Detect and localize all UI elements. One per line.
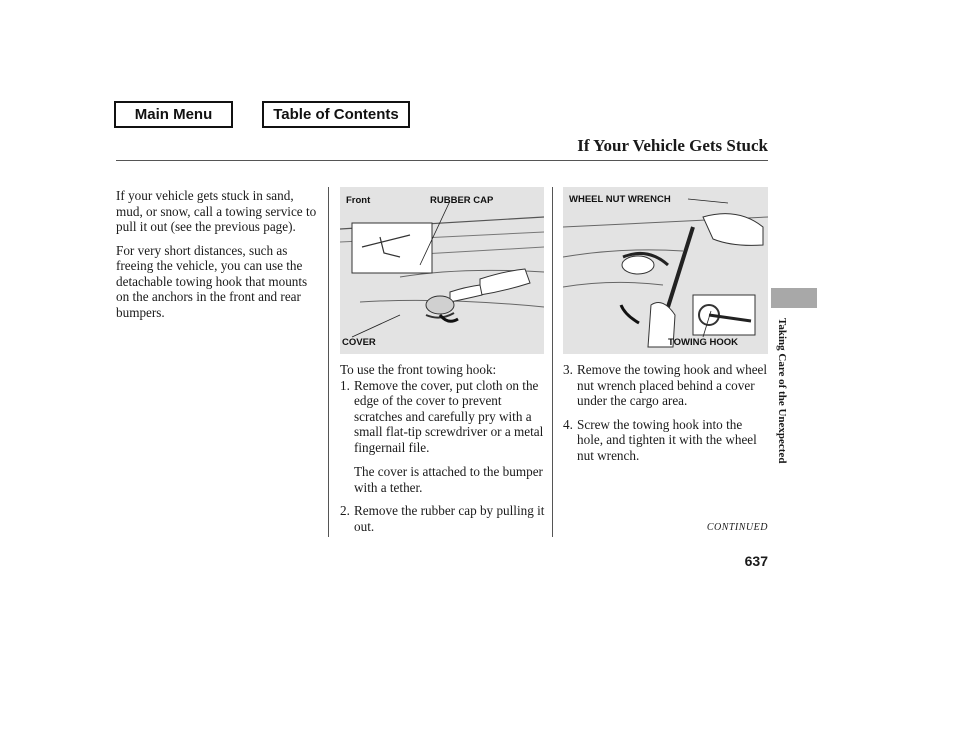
continued-label: CONTINUED — [706, 522, 768, 533]
intro-paragraph: If your vehicle gets stuck in sand, mud, or snow, call a towing service to pull it out (see the previous page). — [116, 188, 317, 234]
bumper-drawing — [340, 187, 544, 354]
front-hook-illustration — [340, 187, 544, 354]
step-1-text: Remove the cover, put cloth on the edge of the cover to prevent scratches and carefully pry with a small flat-tip screwdriver or a metal fingernail file. — [354, 377, 544, 455]
page-title: If Your Vehicle Gets Stuck — [577, 136, 768, 155]
step-2-text: Remove the rubber cap by pulling it out. — [354, 503, 545, 534]
column-divider-left — [328, 187, 329, 537]
step-2-number: 2. — [340, 503, 350, 518]
step-3-text: Remove the towing hook and wheel nut wrench placed behind a cover under the cargo area. — [577, 362, 768, 408]
step-2 — [340, 503, 548, 534]
step-4-text: Screw the towing hook into the hole, and tighten it with the wheel nut wrench. — [577, 416, 757, 463]
short-distance-paragraph: For very short distances, such as freeing the vehicle, you can use the detachable towing hook that mounts on the anchors in the front and rear bumpers. — [116, 242, 308, 320]
middle-column — [340, 362, 548, 542]
step-3-number: 3. — [563, 362, 573, 377]
table-of-contents-button[interactable]: Table of Contents — [262, 101, 410, 128]
step-1 — [340, 378, 548, 496]
step-4 — [563, 417, 768, 464]
main-menu-button[interactable]: Main Menu — [114, 101, 233, 128]
step-3 — [563, 362, 768, 409]
towing-hook-illustration — [563, 187, 768, 354]
hook-wrench-drawing — [563, 187, 768, 354]
section-tab-marker — [771, 288, 817, 308]
cover-label: COVER — [342, 337, 376, 348]
rubber-cap-label: RUBBER CAP — [430, 195, 494, 206]
step-1-note: The cover is attached to the bumper with a tether. — [354, 464, 543, 495]
step-1-number: 1. — [340, 377, 350, 393]
towing-hook-label: TOWING HOOK — [668, 337, 739, 348]
right-column — [563, 362, 768, 471]
section-title: Taking Care of the Unexpected — [776, 318, 788, 464]
left-column — [116, 188, 321, 328]
wheel-nut-wrench-label: WHEEL NUT WRENCH — [569, 194, 671, 205]
step-4-number: 4. — [563, 416, 573, 432]
column-divider-right — [552, 187, 553, 537]
front-hook-intro: To use the front towing hook: — [340, 362, 497, 377]
header-rule — [116, 160, 768, 161]
page-number: 637 — [744, 553, 768, 569]
front-label: Front — [346, 195, 371, 206]
